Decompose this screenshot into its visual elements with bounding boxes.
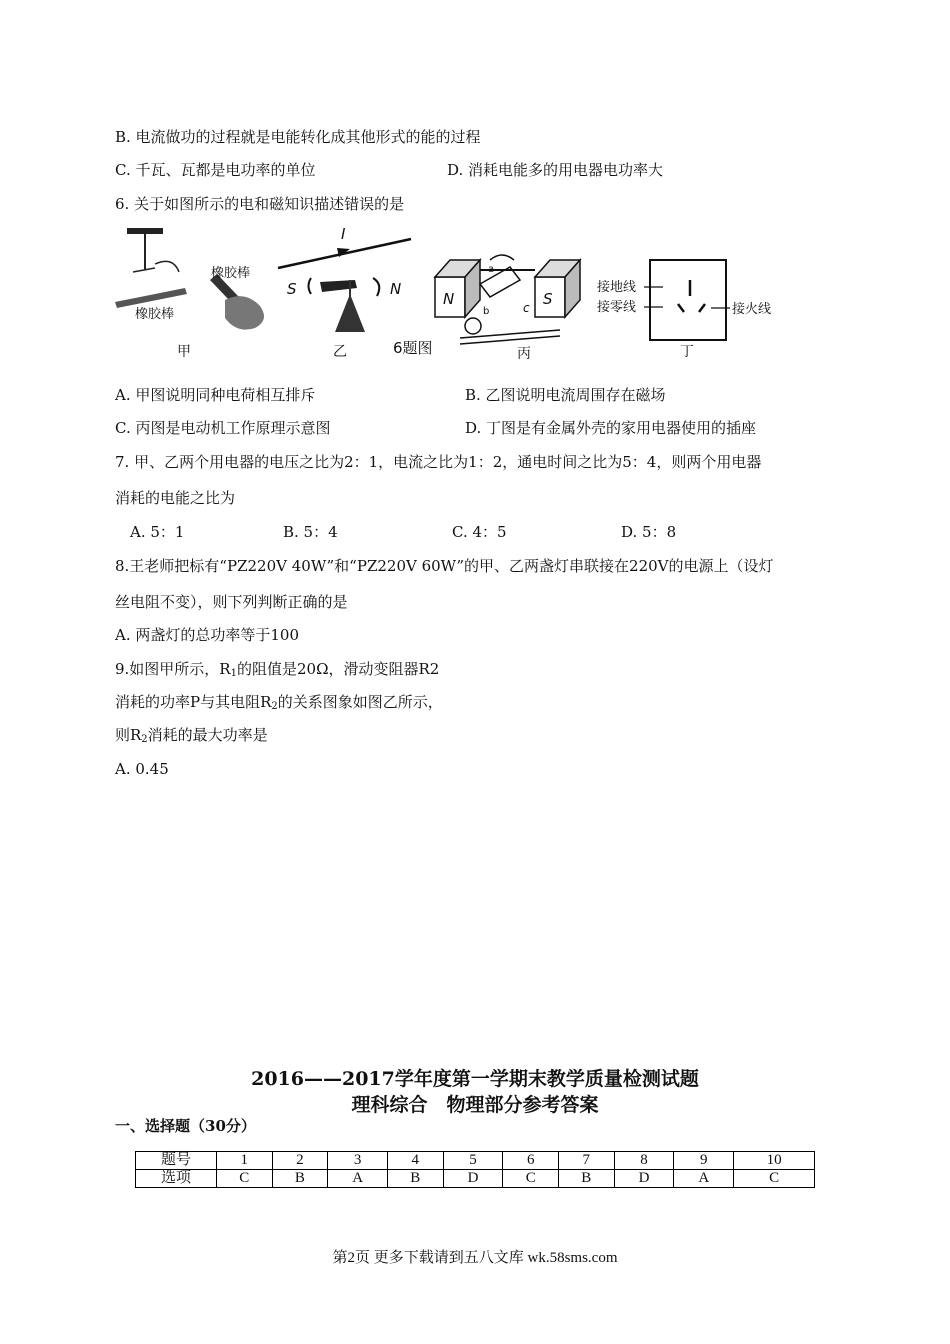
question-number-cell: 5 — [443, 1152, 503, 1170]
q9-stem-line1: 9.如图甲所示，$R_1$的阻值是20Ω，滑动变阻器R2 — [115, 660, 440, 679]
label-coil-c: c — [523, 301, 530, 315]
q7-option-b: B. 5：4 — [283, 523, 338, 541]
answer-cell: D — [614, 1170, 674, 1188]
q7-stem-line1: 7. 甲、乙两个用电器的电压之比为2：1，电流之比为1：2，通电时间之比为5：4，则两个用电器 — [115, 453, 762, 471]
page-footer: 第2页 更多下载请到五八文库 wk.58sms.com — [332, 1250, 618, 1266]
answer-table — [135, 1151, 815, 1188]
panel-bing — [435, 255, 580, 362]
q6-stem: 6. 关于如图所示的电和磁知识描述错误的是 — [115, 195, 405, 213]
answer-table-answer-row — [136, 1170, 815, 1188]
question-number-cell: 8 — [614, 1152, 674, 1170]
q9-stem-line2: 消耗的功率P与其电阻$R_2$的关系图象如图乙所示， — [115, 693, 443, 712]
label-coil-a: a — [488, 264, 495, 275]
q6-figure — [115, 222, 795, 367]
answer-key-subtitle: 理科综合 物理部分参考答案 — [351, 1094, 599, 1116]
panel-yi — [278, 225, 411, 360]
question-number-cell: 3 — [328, 1152, 388, 1170]
label-live-wire: 接火线 — [732, 302, 772, 317]
q7-stem-line2: 消耗的电能之比为 — [115, 489, 236, 507]
answer-key-title: 2016——2017学年度第一学期末教学质量检测试题 — [251, 1068, 699, 1090]
q6-option-a: A. 甲图说明同种电荷相互排斥 — [115, 386, 316, 404]
question-number-cell: 1 — [217, 1152, 273, 1170]
answer-cell: B — [559, 1170, 615, 1188]
q6-option-c: C. 丙图是电动机工作原理示意图 — [115, 419, 331, 437]
label-ground-wire: 接地线 — [597, 280, 637, 295]
question-number-cell: 4 — [388, 1152, 444, 1170]
q5-option-c: C. 千瓦、瓦都是电功率的单位 — [115, 161, 316, 179]
answer-cell: C — [503, 1170, 559, 1188]
label-yi: 乙 — [333, 344, 347, 360]
section-heading-choice: 一、选择题（30分） — [115, 1117, 256, 1135]
q6-option-d: D. 丁图是有金属外壳的家用电器使用的插座 — [465, 419, 757, 437]
q7-option-d: D. 5：8 — [621, 523, 677, 541]
q5-option-b: B. 电流做功的过程就是电能转化成其他形式的能的过程 — [115, 128, 481, 146]
label-rubber-rod-2: 橡胶棒 — [211, 266, 251, 281]
q7-option-c: C. 4：5 — [452, 523, 507, 541]
answer-cell: D — [443, 1170, 503, 1188]
q9-option-a: A. 0.45 — [115, 760, 169, 778]
answer-cell: A — [328, 1170, 388, 1188]
panel-jia — [115, 228, 264, 360]
answer-table-header-row — [136, 1152, 815, 1170]
q6-option-b: B. 乙图说明电流周围存在磁场 — [465, 386, 666, 404]
q5-option-d: D. 消耗电能多的用电器电功率大 — [447, 161, 664, 179]
label-bing: 丙 — [517, 346, 531, 362]
label-ding: 丁 — [680, 344, 694, 360]
label-coil-b: b — [483, 306, 490, 317]
q8-stem-line1: 8.王老师把标有“PZ220V 40W”和“PZ220V 60W”的甲、乙两盏灯串联接在220V的电源上（设灯 — [115, 557, 774, 575]
header-label-cell: 题号 — [136, 1152, 217, 1170]
q7-option-a: A. 5：1 — [130, 523, 185, 541]
question-number-cell: 7 — [559, 1152, 615, 1170]
question-number-cell: 10 — [734, 1152, 815, 1170]
label-neutral-wire: 接零线 — [597, 300, 637, 315]
answer-cell: B — [272, 1170, 328, 1188]
label-magnet-n: N — [443, 290, 455, 308]
label-s-pole: S — [287, 280, 297, 298]
answer-cell: A — [674, 1170, 734, 1188]
answer-cell: C — [734, 1170, 815, 1188]
figure-caption: 6题图 — [393, 339, 433, 357]
answer-cell: C — [217, 1170, 273, 1188]
label-magnet-s: S — [543, 290, 553, 308]
q9-stem-line3: 则$R_2$消耗的最大功率是 — [115, 726, 268, 745]
q8-stem-line2: 丝电阻不变），则下列判断正确的是 — [115, 593, 348, 611]
panel-ding — [597, 260, 771, 360]
label-jia: 甲 — [177, 344, 191, 360]
answer-cell: B — [388, 1170, 444, 1188]
question-number-cell: 9 — [674, 1152, 734, 1170]
question-number-cell: 2 — [272, 1152, 328, 1170]
answer-label-cell: 选项 — [136, 1170, 217, 1188]
label-rubber-rod-1: 橡胶棒 — [135, 307, 175, 322]
question-number-cell: 6 — [503, 1152, 559, 1170]
q8-option-a: A. 两盏灯的总功率等于100 — [115, 626, 299, 644]
label-current-i: I — [341, 225, 346, 243]
label-n-pole: N — [390, 280, 402, 298]
